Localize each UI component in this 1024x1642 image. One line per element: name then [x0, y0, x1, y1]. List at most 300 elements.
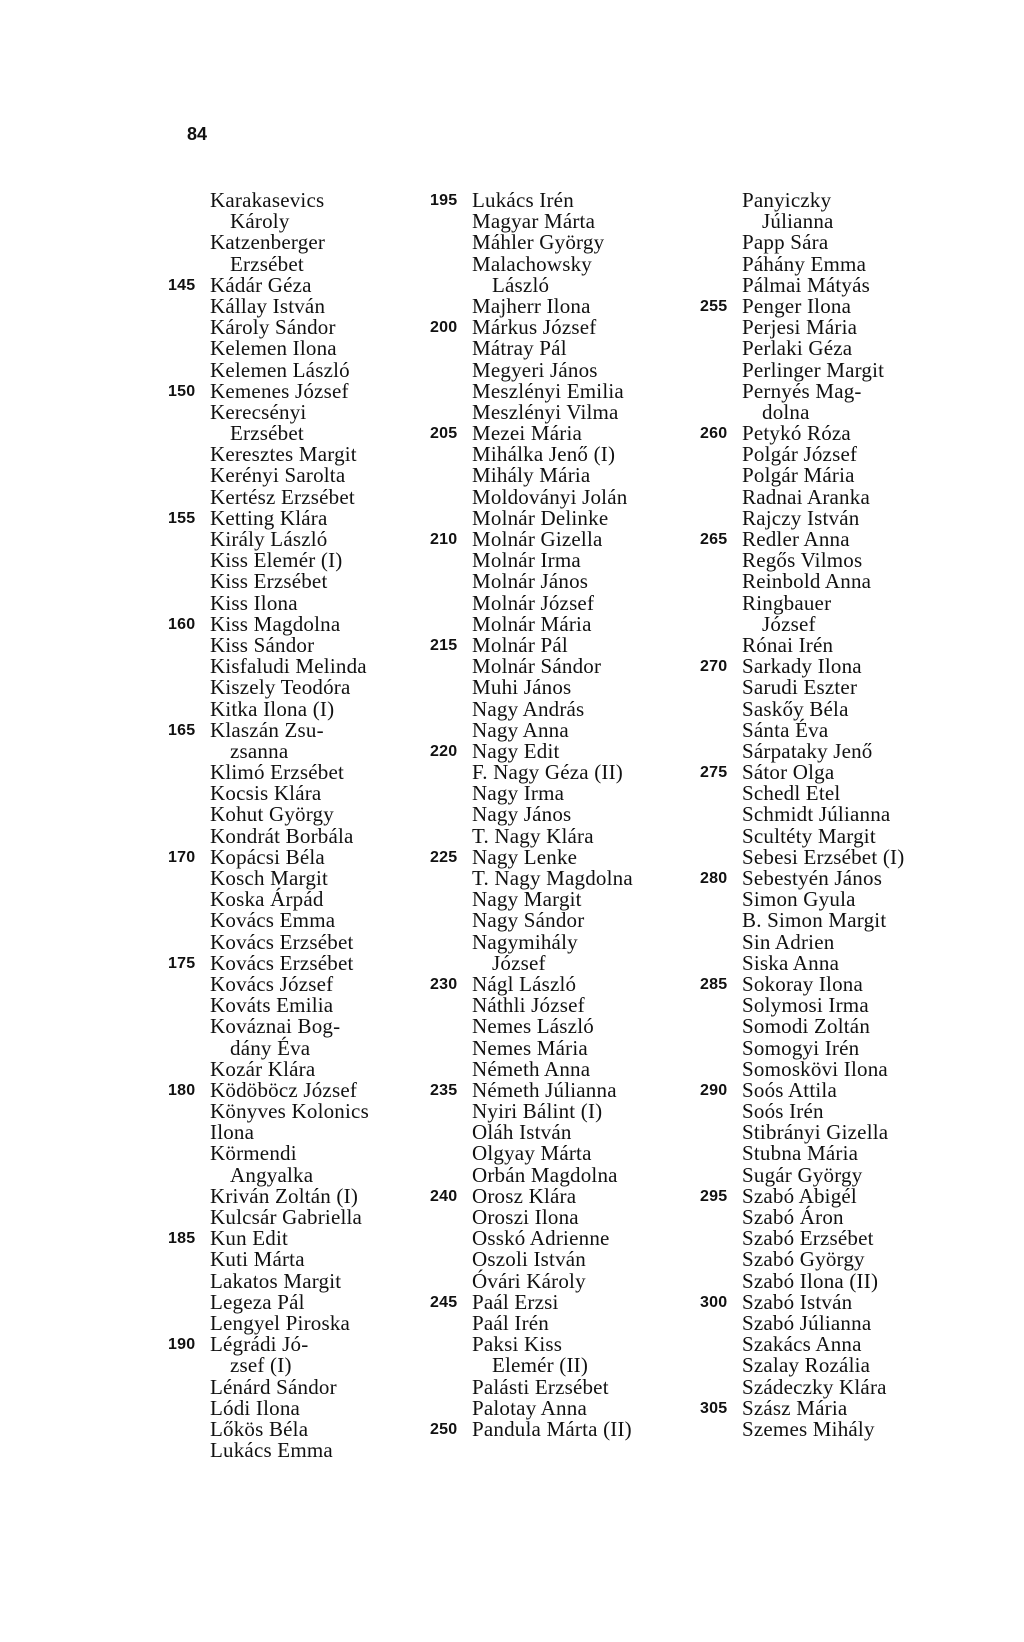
entry-number: 170 [168, 848, 196, 866]
list-item [168, 251, 428, 276]
list-item [430, 1016, 720, 1037]
entry-name: T. Nagy Magdolna [472, 866, 633, 890]
list-item [430, 399, 720, 424]
list-item [430, 950, 720, 975]
entry-name: Koska Árpád [210, 887, 324, 912]
list-item [430, 505, 720, 530]
entry-name: Somogyi Irén [742, 1035, 860, 1060]
list-item [700, 1077, 990, 1102]
entry-name: Solymosi Irma [742, 993, 869, 1018]
entry-number: 210 [430, 531, 458, 548]
entry-name: Károly Sándor [210, 315, 336, 340]
list-item [430, 738, 720, 763]
list-item [700, 1207, 990, 1228]
entry-name: Ketting Klára [210, 505, 328, 530]
entry-name: Kondrát Borbála [210, 823, 354, 848]
list-item [700, 484, 990, 509]
entry-name: Paál Erzsi [472, 1289, 559, 1314]
list-item [700, 677, 990, 698]
list-item [168, 317, 428, 338]
entry-name: Ködöböcz József [210, 1077, 358, 1102]
list-item [700, 1310, 990, 1335]
list-item [168, 1183, 428, 1208]
entry-name: Sarudi Eszter [742, 675, 858, 700]
list-item [168, 950, 428, 975]
entry-name: Molnár Irma [472, 548, 581, 573]
entry-name: Polgár Mária [742, 463, 855, 488]
entry-name: Legeza Pál [210, 1289, 305, 1314]
entry-name: László [492, 272, 550, 297]
list-item [700, 696, 990, 721]
entry-name: Molnár Pál [472, 632, 568, 657]
list-item [700, 1101, 990, 1122]
list-item [168, 696, 428, 721]
entry-name: Paksi Kiss [472, 1332, 563, 1357]
entry-name: Kelemen Ilona [210, 336, 337, 361]
entry-name: Kerecsényi [210, 399, 307, 424]
entry-number: 295 [700, 1187, 728, 1205]
entry-name: Kohut György [210, 802, 334, 827]
list-item [430, 1268, 720, 1293]
entry-number: 230 [430, 975, 458, 993]
list-item [700, 929, 990, 954]
entry-number: 225 [430, 848, 458, 866]
entry-name: Ringbauer [742, 590, 832, 615]
list-item [700, 1228, 990, 1249]
list-item [700, 632, 990, 657]
entry-name: Malachowsky [472, 251, 593, 276]
list-item [700, 232, 990, 253]
list-item [700, 1162, 990, 1187]
list-item [168, 783, 428, 804]
entry-name: Rajczy István [742, 505, 860, 530]
entry-name: Perlaki Géza [742, 336, 853, 361]
list-item [700, 971, 990, 996]
entry-name: Pernyés Mag- [742, 378, 862, 403]
list-item [700, 590, 990, 615]
list-item [168, 232, 428, 253]
entry-name: Lengyel Piroska [210, 1310, 351, 1335]
entry-name: Paál Irén [472, 1310, 550, 1335]
list-item [168, 293, 428, 318]
list-item [168, 677, 428, 698]
list-item [430, 1183, 720, 1208]
entry-name: Saskőy Béla [742, 696, 849, 721]
entry-name: Papp Sára [742, 230, 829, 255]
list-item [168, 1268, 428, 1293]
entry-name: Somodi Zoltán [742, 1014, 871, 1039]
entry-name: Angyalka [230, 1162, 314, 1187]
list-item [700, 844, 990, 869]
list-item [168, 399, 428, 424]
entry-name: Légrádi Jó- [210, 1332, 309, 1357]
entry-number: 280 [700, 870, 728, 887]
entry-name: Molnár Delinke [472, 505, 609, 530]
list-item [168, 423, 428, 444]
list-item [700, 505, 990, 530]
entry-name: Kádár Géza [210, 272, 312, 297]
entry-name: zsanna [230, 738, 289, 763]
list-item [430, 783, 720, 804]
list-item [700, 465, 990, 486]
entry-name: Szabó György [742, 1247, 865, 1272]
list-item [168, 844, 428, 869]
list-item [430, 484, 720, 509]
entry-name: Keresztes Margit [210, 442, 357, 467]
list-item [700, 423, 990, 444]
entry-name: Siska Anna [742, 950, 840, 975]
entry-number: 165 [168, 721, 196, 739]
entry-name: Kováts Emilia [210, 993, 334, 1018]
entry-name: Palásti Erzsébet [472, 1374, 609, 1399]
list-item [168, 1374, 428, 1399]
list-item [430, 211, 720, 232]
list-item [700, 1035, 990, 1060]
entry-name: dány Éva [230, 1035, 311, 1060]
entry-name: Perlinger Margit [742, 357, 885, 382]
list-item [700, 783, 990, 804]
entry-name: Lakatos Margit [210, 1268, 342, 1293]
entry-name: Petykó Róza [742, 421, 851, 446]
entry-number: 185 [168, 1230, 196, 1248]
list-item [700, 656, 990, 677]
list-item [430, 1334, 720, 1355]
entry-number: 155 [168, 509, 196, 527]
list-item [168, 550, 428, 571]
list-item [700, 251, 990, 276]
list-item [700, 950, 990, 975]
list-item [700, 1268, 990, 1293]
entry-name: Somoskövi Ilona [742, 1056, 888, 1081]
list-item [430, 823, 720, 848]
entry-name: Molnár József [472, 590, 595, 615]
entry-name: dolna [762, 399, 810, 424]
list-item [700, 995, 990, 1016]
entry-name: Karakasevics [210, 188, 325, 212]
page-number: 84 [187, 124, 208, 144]
list-item [430, 1056, 720, 1081]
entry-name: Nágl László [472, 971, 577, 996]
entry-name: Nyiri Bálint (I) [472, 1099, 603, 1124]
entry-name: Nemes László [472, 1014, 594, 1039]
entry-number: 195 [430, 192, 458, 209]
list-item [168, 529, 428, 550]
entry-name: Kovács József [210, 971, 334, 996]
entry-name: Mezei Mária [472, 421, 583, 446]
entry-name: Schmidt Júlianna [742, 802, 891, 827]
entry-name: Nagy Lenke [472, 844, 578, 869]
list-item [430, 1228, 720, 1249]
list-item [430, 1289, 720, 1314]
entry-name: Molnár János [472, 569, 589, 594]
entry-name: Oláh István [472, 1120, 572, 1145]
list-item [430, 677, 720, 698]
list-item [430, 717, 720, 742]
list-item [168, 1440, 428, 1461]
list-item [168, 1143, 428, 1164]
entry-name: Sárpataky Jenő [742, 738, 873, 763]
list-item [700, 399, 990, 424]
entry-name: Orbán Magdolna [472, 1162, 618, 1187]
entry-name: Orosz Klára [472, 1183, 577, 1208]
list-item [700, 868, 990, 889]
entry-name: Nagy Anna [472, 717, 569, 742]
entry-name: Szabó Ilona (II) [742, 1268, 879, 1293]
entry-number: 220 [430, 742, 458, 760]
list-item [168, 378, 428, 403]
entry-name: Szabó Erzsébet [742, 1226, 874, 1251]
entry-name: Elemér (II) [492, 1353, 589, 1378]
list-item [700, 823, 990, 848]
entry-number: 235 [430, 1081, 458, 1099]
entry-name: Kun Edit [210, 1226, 289, 1251]
entry-name: Kemenes József [210, 378, 349, 403]
list-item [700, 1289, 990, 1314]
entry-name: Sokoray Ilona [742, 971, 863, 996]
list-item [168, 1355, 428, 1376]
entry-number: 290 [700, 1081, 728, 1099]
entry-number: 285 [700, 975, 728, 993]
entry-name: Molnár Gizella [472, 527, 603, 551]
entry-number: 175 [168, 954, 196, 972]
name-column-3 [700, 190, 990, 1440]
entry-name: Kovács Erzsébet [210, 929, 354, 954]
list-item [430, 696, 720, 721]
entry-name: Katzenberger [210, 230, 326, 255]
list-item [430, 995, 720, 1016]
list-item [430, 272, 720, 297]
list-item [168, 357, 428, 382]
entry-name: Németh Júlianna [472, 1077, 617, 1102]
list-item [700, 378, 990, 403]
list-item [168, 1162, 428, 1187]
entry-name: Kiszely Teodóra [210, 675, 351, 700]
list-item [700, 293, 990, 318]
entry-name: Osskó Adrienne [472, 1226, 610, 1251]
entry-name: Szabó István [742, 1289, 853, 1314]
entry-number: 160 [168, 615, 196, 633]
list-item [168, 929, 428, 954]
list-item [168, 1249, 428, 1270]
list-item [430, 590, 720, 615]
list-item [700, 611, 990, 636]
entry-name: Sin Adrien [742, 929, 835, 954]
entry-name: Károly [230, 209, 290, 234]
entry-name: Kelemen László [210, 357, 350, 382]
entry-name: Polgár József [742, 442, 858, 467]
list-item [430, 1374, 720, 1399]
entry-name: Kiss Erzsébet [210, 569, 328, 594]
list-item [430, 251, 720, 276]
list-item [168, 1035, 428, 1060]
entry-number: 250 [430, 1420, 458, 1438]
entry-name: Sarkady Ilona [742, 654, 862, 679]
list-item [168, 868, 428, 889]
entry-name: T. Nagy Klára [472, 823, 594, 848]
entry-name: Soós Irén [742, 1099, 824, 1124]
list-item [700, 1143, 990, 1164]
entry-name: Oszoli István [472, 1247, 586, 1272]
entry-name: Redler Anna [742, 527, 850, 551]
list-item [430, 844, 720, 869]
list-item [168, 1016, 428, 1037]
list-item [168, 1395, 428, 1420]
list-item [430, 444, 720, 465]
list-item [168, 738, 428, 763]
list-item [700, 338, 990, 359]
entry-name: zsef (I) [230, 1353, 292, 1378]
list-item [168, 190, 428, 211]
entry-name: Meszlényi Emilia [472, 378, 624, 403]
entry-name: Sátor Olga [742, 760, 835, 785]
list-item [700, 1183, 990, 1208]
entry-name: Kriván Zoltán (I) [210, 1183, 359, 1208]
list-item [430, 465, 720, 486]
list-item [700, 1056, 990, 1081]
entry-name: Kovács Erzsébet [210, 950, 354, 975]
entry-name: Sebestyén János [742, 866, 883, 890]
list-item [168, 465, 428, 486]
entry-name: Reinbold Anna [742, 569, 872, 594]
list-item [168, 1077, 428, 1102]
entry-name: Nagymihály [472, 929, 578, 954]
entry-name: Rónai Irén [742, 632, 834, 657]
list-item [168, 1122, 428, 1143]
list-item [700, 444, 990, 465]
list-item [430, 762, 720, 783]
entry-name: Penger Ilona [742, 293, 852, 318]
list-item [168, 611, 428, 636]
list-item [168, 444, 428, 465]
entry-number: 260 [700, 425, 728, 443]
entry-name: Molnár Sándor [472, 654, 602, 679]
list-item [168, 590, 428, 615]
list-item [700, 1122, 990, 1143]
entry-name: Mátray Pál [472, 336, 567, 361]
list-item [168, 823, 428, 848]
entry-name: Kosch Margit [210, 866, 329, 890]
list-item [700, 1416, 990, 1441]
list-item [700, 1249, 990, 1270]
entry-number: 300 [700, 1293, 728, 1311]
list-item [700, 910, 990, 931]
entry-name: Kuti Márta [210, 1247, 305, 1272]
list-item [168, 1228, 428, 1249]
list-item [700, 1355, 990, 1376]
entry-name: Kulcsár Gabriella [210, 1205, 363, 1229]
entry-number: 275 [700, 764, 728, 782]
entry-name: Kovács Emma [210, 908, 336, 933]
entry-name: Lukács Emma [210, 1438, 333, 1463]
entry-name: Meszlényi Vilma [472, 399, 619, 424]
list-item [430, 632, 720, 657]
entry-name: Lénárd Sándor [210, 1374, 337, 1399]
entry-name: Nagy András [472, 696, 585, 721]
list-item [700, 804, 990, 825]
entry-number: 200 [430, 319, 458, 337]
entry-name: Megyeri János [472, 357, 598, 382]
entry-name: Klimó Erzsébet [210, 760, 345, 785]
list-item [700, 550, 990, 571]
entry-name: Klaszán Zsu- [210, 717, 324, 742]
list-item [430, 1310, 720, 1335]
entry-name: Palotay Anna [472, 1395, 587, 1420]
list-item [168, 1207, 428, 1228]
entry-name: Radnai Aranka [742, 484, 870, 509]
entry-name: Kállay István [210, 293, 326, 318]
list-item [430, 190, 720, 211]
entry-name: József [492, 950, 546, 975]
entry-name: Mihálka Jenő (I) [472, 442, 616, 467]
list-item [430, 338, 720, 359]
entry-name: Szabó Áron [742, 1205, 844, 1229]
entry-name: Magyar Márta [472, 209, 596, 234]
entry-number: 240 [430, 1187, 458, 1205]
entry-number: 205 [430, 425, 458, 443]
entry-name: Erzsébet [230, 421, 304, 446]
list-item [168, 1416, 428, 1441]
list-item [430, 868, 720, 889]
entry-name: Németh Anna [472, 1056, 591, 1081]
list-item [430, 1249, 720, 1270]
entry-name: Sánta Éva [742, 717, 829, 742]
list-item [430, 929, 720, 954]
list-item [430, 1162, 720, 1187]
list-item [700, 317, 990, 338]
list-item [168, 889, 428, 910]
entry-name: Lőkös Béla [210, 1416, 309, 1441]
entry-name: Panyiczky [742, 188, 832, 212]
entry-name: Kiss Ilona [210, 590, 298, 615]
entry-number: 305 [700, 1399, 728, 1417]
list-item [430, 910, 720, 931]
entry-name: Szakács Anna [742, 1332, 862, 1357]
entry-name: Kocsis Klára [210, 781, 322, 806]
entry-name: Moldoványi Jolán [472, 484, 628, 509]
entry-name: Szalay Rozália [742, 1353, 871, 1378]
entry-name: Erzsébet [230, 251, 304, 276]
list-item [700, 717, 990, 742]
entry-name: Kertész Erzsébet [210, 484, 355, 509]
entry-name: Regős Vilmos [742, 548, 863, 573]
entry-name: Sugár György [742, 1162, 863, 1187]
entry-name: Nagy Edit [472, 738, 560, 763]
list-item [700, 211, 990, 232]
entry-name: Júlianna [762, 209, 834, 234]
entry-number: 190 [168, 1336, 196, 1354]
list-item [700, 1374, 990, 1399]
entry-name: Mihály Mária [472, 463, 591, 488]
name-column-1 [168, 190, 428, 1461]
name-column-2 [430, 190, 720, 1440]
entry-name: B. Simon Margit [742, 908, 887, 933]
list-item [168, 505, 428, 530]
list-item [430, 1035, 720, 1060]
entry-name: Király László [210, 527, 328, 551]
entry-name: F. Nagy Géza (II) [472, 760, 623, 785]
entry-name: Szabó Júlianna [742, 1310, 872, 1335]
entry-number: 245 [430, 1293, 458, 1311]
list-item [430, 1143, 720, 1164]
entry-number: 270 [700, 658, 728, 676]
entry-name: Kiss Elemér (I) [210, 548, 343, 573]
entry-name: Stubna Mária [742, 1141, 859, 1166]
list-item [168, 1289, 428, 1314]
list-item [700, 190, 990, 211]
list-item [168, 804, 428, 825]
entry-name: Kozár Klára [210, 1056, 316, 1081]
entry-name: Náthli József [472, 993, 585, 1018]
